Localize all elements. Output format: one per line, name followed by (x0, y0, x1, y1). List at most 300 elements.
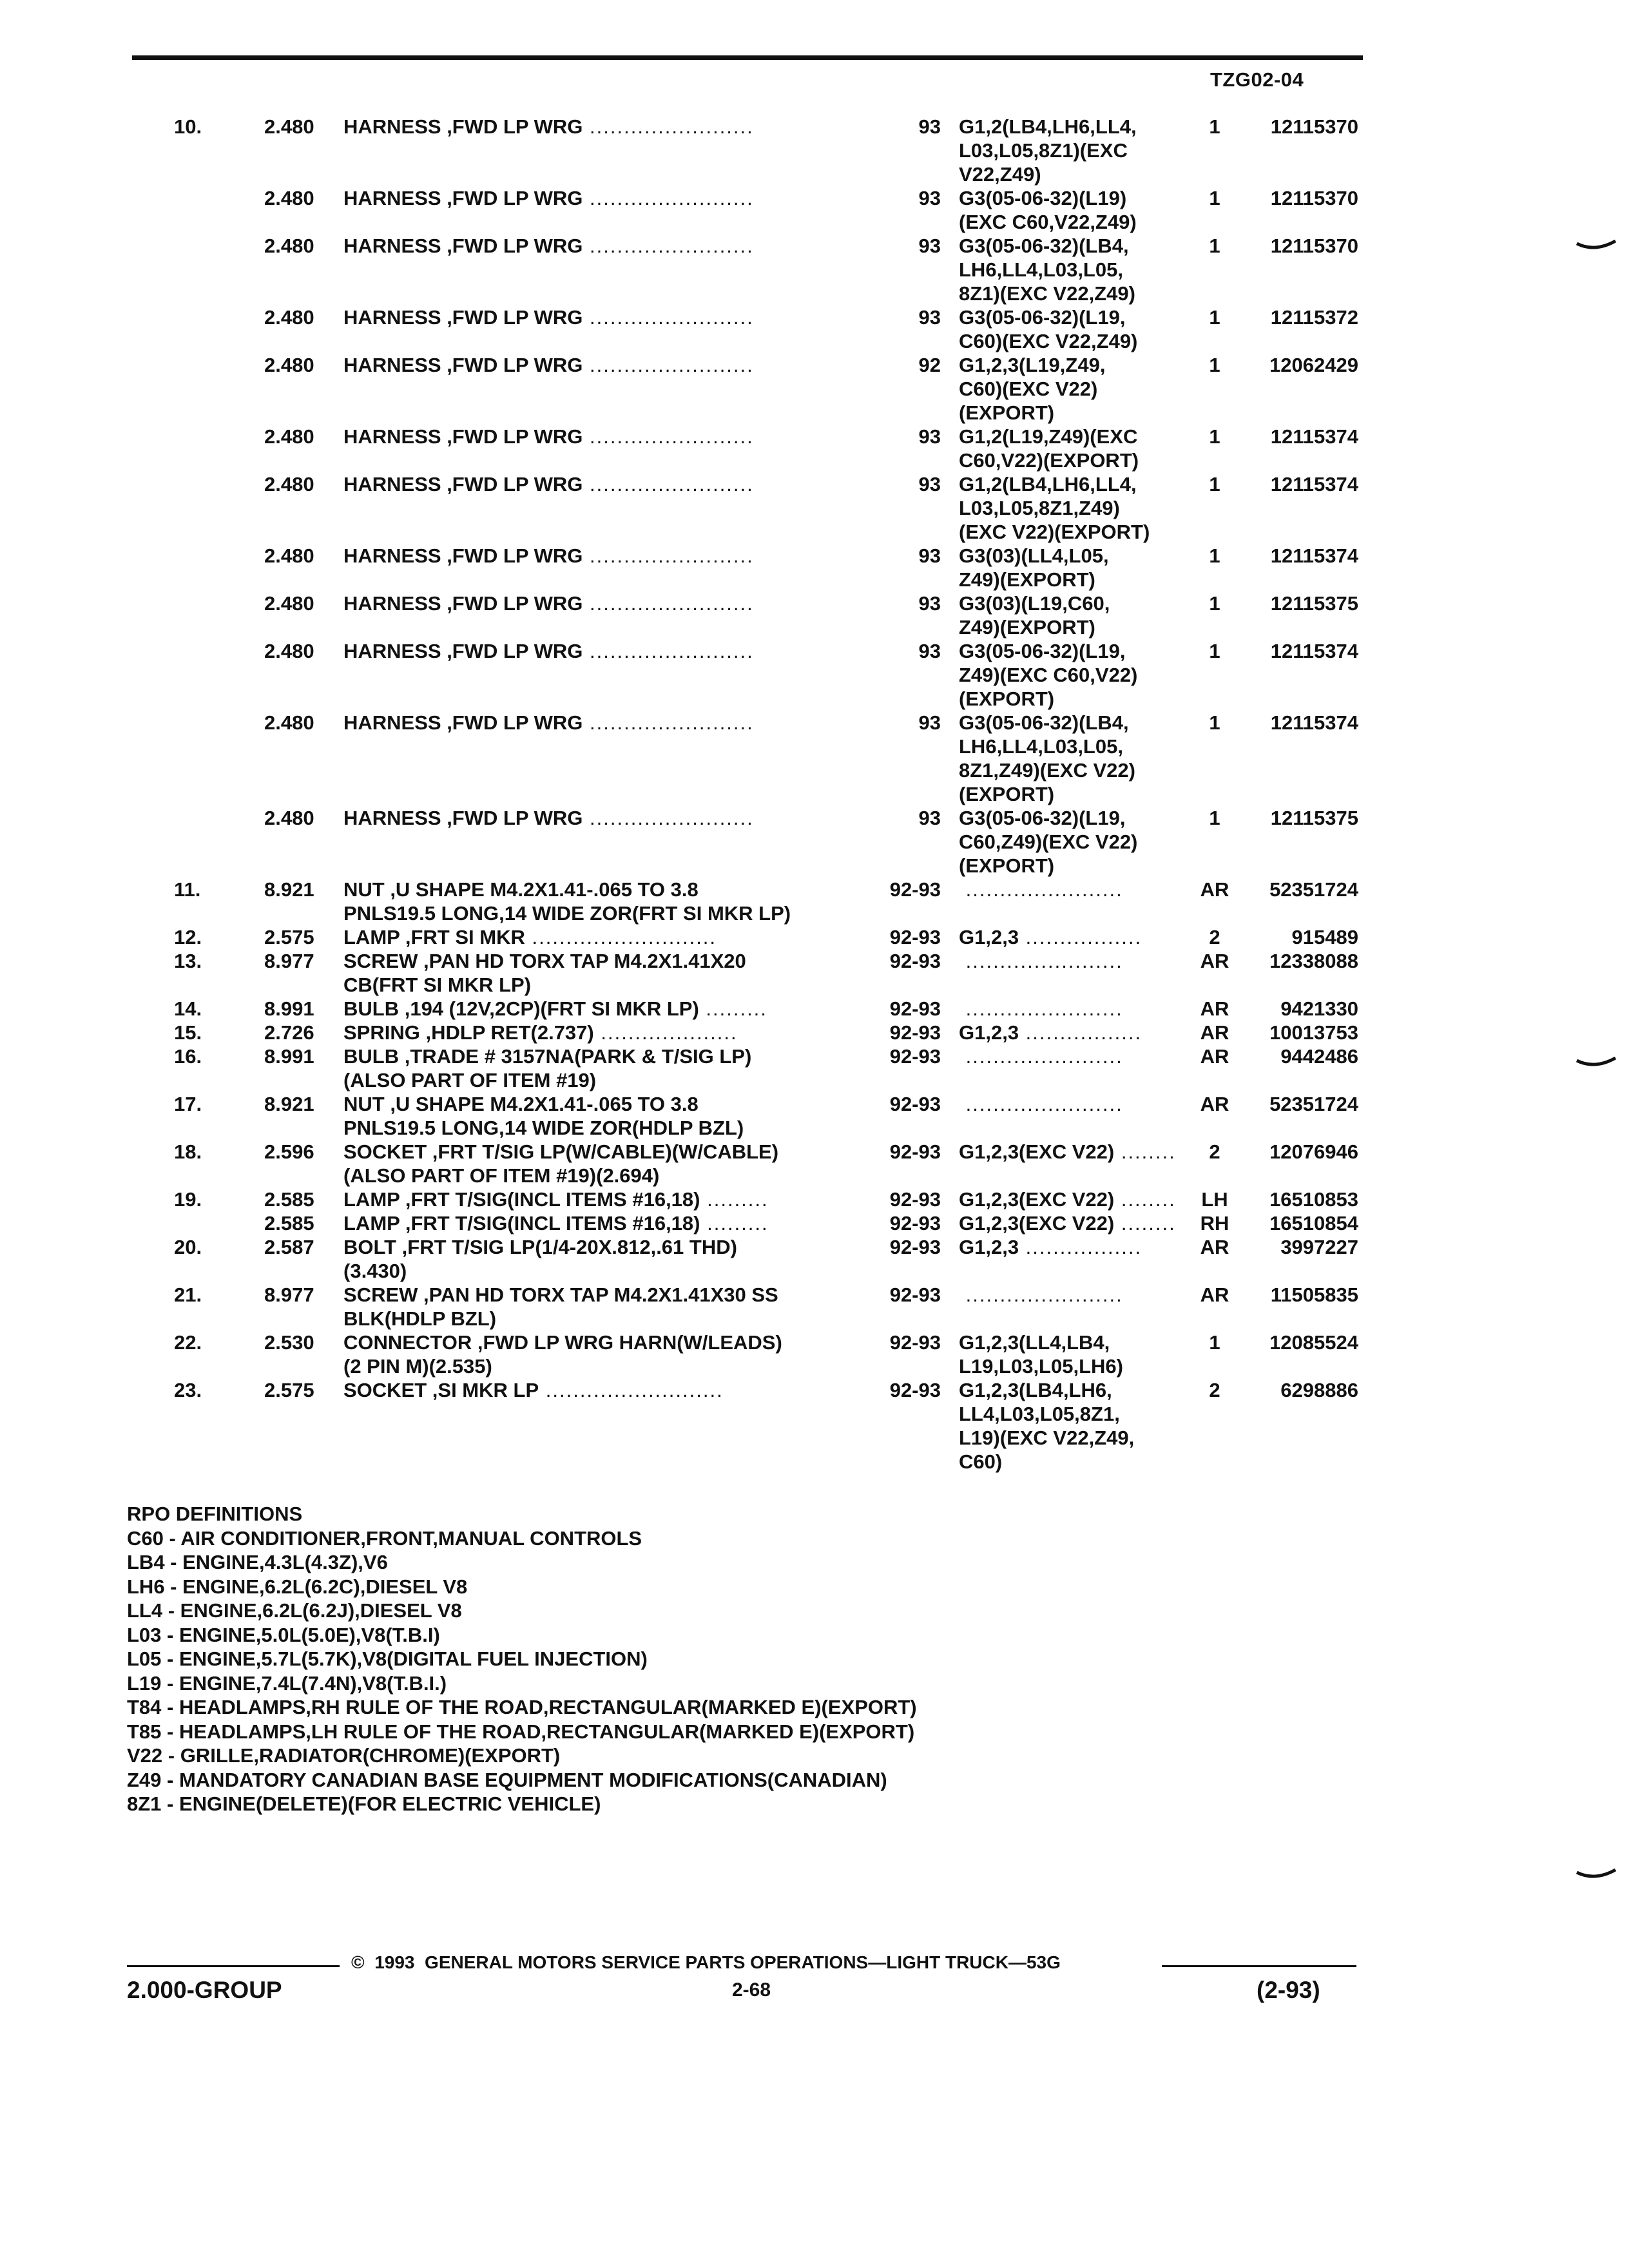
model-year (863, 305, 941, 329)
application-text: G1,2(L19,Z49)(EXC (959, 425, 1138, 448)
application (959, 568, 1197, 591)
leader-dots: ......... (700, 1212, 769, 1235)
group-number (264, 1211, 332, 1235)
application (959, 258, 1197, 282)
group-number (264, 925, 332, 949)
application-text: L03,L05,8Z1,Z49) (959, 497, 1120, 519)
leader-dots: ........ (1114, 1140, 1176, 1163)
part-number (1234, 591, 1358, 615)
part-number (1234, 1378, 1358, 1402)
group-number (264, 544, 332, 568)
model-year-text: 93 (918, 235, 941, 257)
application-text: G1,2,3 (959, 1021, 1019, 1044)
leader-dots: ........................ (583, 473, 754, 495)
description (343, 544, 872, 568)
application-text: 8Z1)(EXC V22,Z49) (959, 282, 1135, 305)
application-text: G1,2(LB4,LH6,LL4, (959, 473, 1137, 495)
item-number (174, 1331, 232, 1354)
description-text: CONNECTOR ,FWD LP WRG HARN(W/LEADS) (343, 1331, 782, 1354)
part-number (1234, 1092, 1358, 1116)
model-year (863, 949, 941, 973)
group-number (264, 949, 332, 973)
group-number-text: 2.575 (264, 1379, 314, 1401)
leader-dots: ........................ (583, 640, 754, 662)
group-number (264, 1283, 332, 1307)
part-number-text: 915489 (1291, 926, 1358, 948)
model-year (863, 1044, 941, 1068)
group-number (264, 1331, 332, 1354)
description-text: (2 PIN M)(2.535) (343, 1355, 492, 1378)
item-number (174, 1044, 232, 1068)
description (343, 1044, 872, 1068)
group-number (264, 1021, 332, 1044)
description-text: (ALSO PART OF ITEM #19)(2.694) (343, 1164, 660, 1187)
part-number (1234, 186, 1358, 210)
model-year-text: 92-93 (889, 950, 941, 972)
part-number-text: 12076946 (1269, 1140, 1358, 1163)
model-year (863, 997, 941, 1021)
leader-dots: ........................ (583, 592, 754, 615)
application-text: Z49)(EXC C60,V22) (959, 664, 1138, 686)
part-number (1234, 234, 1358, 258)
group-number-text: 2.480 (264, 115, 314, 138)
group-number-text: 2.480 (264, 187, 314, 209)
description-text: NUT ,U SHAPE M4.2X1.41-.065 TO 3.8 (343, 1093, 699, 1115)
rpo-definition: L19 - ENGINE,7.4L(7.4N),V8(T.B.I.) (127, 1671, 447, 1695)
description (343, 1354, 872, 1378)
model-year (863, 1211, 941, 1235)
leader-dots: ........................ (583, 235, 754, 257)
table-row (0, 639, 1629, 711)
model-year (863, 1378, 941, 1402)
leader-dots: ........................ (583, 544, 754, 567)
application-text: (EXC C60,V22,Z49) (959, 211, 1137, 233)
application (959, 1283, 1197, 1307)
model-year-text: 93 (918, 306, 941, 329)
leader-dots: ......... (699, 997, 767, 1020)
group-number-text: 2.480 (264, 592, 314, 615)
leader-dots: ................. (1019, 926, 1142, 948)
table-row (0, 1331, 1629, 1378)
quantity (1195, 1378, 1234, 1402)
description-text: SCREW ,PAN HD TORX TAP M4.2X1.41X30 SS (343, 1283, 778, 1306)
model-year-text: 92-93 (889, 997, 941, 1020)
item-number (174, 1140, 232, 1164)
application (959, 758, 1197, 782)
application (959, 282, 1197, 305)
application (959, 782, 1197, 806)
model-year (863, 1283, 941, 1307)
description (343, 878, 872, 901)
application (959, 1044, 1197, 1068)
rpo-definition: LL4 - ENGINE,6.2L(6.2J),DIESEL V8 (127, 1599, 462, 1622)
item-number-text: 14. (174, 997, 202, 1020)
group-number (264, 997, 332, 1021)
group-number (264, 806, 332, 830)
application (959, 401, 1197, 425)
leader-dots: ........ (1114, 1188, 1176, 1211)
leader-dots: .................... (593, 1021, 738, 1044)
part-number (1234, 639, 1358, 663)
description-text: HARNESS ,FWD LP WRG (343, 807, 583, 829)
group-number-text: 2.480 (264, 425, 314, 448)
description (343, 997, 872, 1021)
description-text: LAMP ,FRT SI MKR (343, 926, 525, 948)
application-text: LL4,L03,L05,8Z1, (959, 1403, 1120, 1425)
application (959, 1450, 1197, 1474)
model-year-text: 92-93 (889, 1379, 941, 1401)
description (343, 711, 872, 735)
part-number (1234, 1211, 1358, 1235)
application (959, 353, 1197, 377)
group-number-text: 2.480 (264, 711, 314, 734)
part-number-text: 12115375 (1270, 807, 1358, 829)
description-text: HARNESS ,FWD LP WRG (343, 592, 583, 615)
group-number-text: 2.575 (264, 926, 314, 948)
leader-dots: ........................ (583, 306, 754, 329)
application-text: G3(05-06-32)(LB4, (959, 235, 1129, 257)
description (343, 425, 872, 448)
description-text: HARNESS ,FWD LP WRG (343, 187, 583, 209)
part-number-text: 16510853 (1269, 1188, 1358, 1211)
part-number-text: 52351724 (1269, 1093, 1358, 1115)
model-year-text: 92-93 (889, 1045, 941, 1068)
application-text: G3(03)(LL4,L05, (959, 544, 1109, 567)
model-year (863, 591, 941, 615)
quantity (1195, 1211, 1234, 1235)
description (343, 1092, 872, 1116)
quantity-text: 1 (1209, 354, 1220, 376)
application-text: (EXPORT) (959, 687, 1055, 710)
table-row (0, 1283, 1629, 1331)
quantity (1195, 1331, 1234, 1354)
table-row (0, 305, 1629, 353)
application (959, 878, 1197, 901)
application (959, 615, 1197, 639)
group-number-text: 2.726 (264, 1021, 314, 1044)
item-number (174, 1021, 232, 1044)
description-text: HARNESS ,FWD LP WRG (343, 354, 583, 376)
quantity-text: 1 (1209, 807, 1220, 829)
part-number (1234, 711, 1358, 735)
top-rule (132, 55, 1363, 60)
table-row (0, 425, 1629, 472)
group-number-text: 2.480 (264, 354, 314, 376)
description-text: HARNESS ,FWD LP WRG (343, 306, 583, 329)
quantity-text: AR (1200, 1093, 1229, 1115)
description-text: HARNESS ,FWD LP WRG (343, 235, 583, 257)
description (343, 1259, 872, 1283)
quantity (1195, 353, 1234, 377)
application-text: V22,Z49) (959, 163, 1041, 186)
application-text: C60)(EXC V22,Z49) (959, 330, 1138, 352)
model-year-text: 92-93 (889, 926, 941, 948)
model-year-text: 93 (918, 592, 941, 615)
description (343, 1068, 872, 1092)
part-number (1234, 1187, 1358, 1211)
item-number-text: 12. (174, 926, 202, 948)
application (959, 115, 1197, 139)
application-text: G3(03)(L19,C60, (959, 592, 1110, 615)
application (959, 806, 1197, 830)
part-number-text: 12115370 (1270, 235, 1358, 257)
application (959, 1331, 1197, 1354)
application (959, 997, 1197, 1021)
item-number (174, 1187, 232, 1211)
table-row (0, 1092, 1629, 1140)
quantity (1195, 1283, 1234, 1307)
quantity-text: RH (1200, 1212, 1229, 1235)
description (343, 591, 872, 615)
application (959, 1021, 1197, 1044)
model-year-text: 92 (918, 354, 941, 376)
quantity-text: LH (1201, 1188, 1228, 1211)
group-number-text: 8.921 (264, 1093, 314, 1115)
rpo-definitions (127, 1502, 917, 1816)
leader-dots: ........................ (583, 354, 754, 376)
description (343, 186, 872, 210)
quantity-text: 2 (1209, 1140, 1220, 1163)
quantity (1195, 639, 1234, 663)
footer-date: (2-93) (1257, 1977, 1320, 2003)
description (343, 472, 872, 496)
model-year-text: 92-93 (889, 1188, 941, 1211)
quantity-text: 1 (1209, 473, 1220, 495)
table-row (0, 711, 1629, 806)
application (959, 329, 1197, 353)
part-number-text: 12115375 (1270, 592, 1358, 615)
quantity (1195, 1044, 1234, 1068)
model-year (863, 115, 941, 139)
group-number (264, 1092, 332, 1116)
part-number (1234, 1283, 1358, 1307)
quantity (1195, 711, 1234, 735)
quantity-text: 1 (1209, 425, 1220, 448)
part-number-text: 12115370 (1270, 115, 1358, 138)
part-number-text: 12115374 (1270, 473, 1358, 495)
quantity (1195, 1021, 1234, 1044)
quantity (1195, 997, 1234, 1021)
application-text: (EXPORT) (959, 854, 1055, 877)
quantity (1195, 305, 1234, 329)
description-text: LAMP ,FRT T/SIG(INCL ITEMS #16,18) (343, 1188, 700, 1211)
application (959, 472, 1197, 496)
application-text: G1,2,3(L19,Z49, (959, 354, 1106, 376)
part-number-text: 11505835 (1270, 1283, 1358, 1306)
application (959, 186, 1197, 210)
description-text: BULB ,TRADE # 3157NA(PARK & T/SIG LP) (343, 1045, 752, 1068)
group-number (264, 305, 332, 329)
application (959, 925, 1197, 949)
application (959, 1092, 1197, 1116)
quantity-text: 1 (1209, 544, 1220, 567)
quantity-text: 1 (1209, 235, 1220, 257)
model-year (863, 1331, 941, 1354)
description (343, 1235, 872, 1259)
application (959, 520, 1197, 544)
footer-group: 2.000-GROUP (127, 1977, 282, 2003)
model-year (863, 711, 941, 735)
quantity (1195, 878, 1234, 901)
rpo-definition: Z49 - MANDATORY CANADIAN BASE EQUIPMENT MODIFICATIONS(CANADIAN) (127, 1768, 887, 1791)
group-number-text: 2.587 (264, 1236, 314, 1258)
group-number-text: 2.585 (264, 1188, 314, 1211)
model-year (863, 1235, 941, 1259)
application-text: G1,2,3(EXC V22) (959, 1140, 1115, 1163)
group-number-text: 8.991 (264, 997, 314, 1020)
model-year (863, 425, 941, 448)
item-number-text: 22. (174, 1331, 202, 1354)
part-number (1234, 878, 1358, 901)
rpo-definition: V22 - GRILLE,RADIATOR(CHROME)(EXPORT) (127, 1744, 561, 1767)
table-row (0, 997, 1629, 1021)
application (959, 496, 1197, 520)
quantity-text: AR (1200, 997, 1229, 1020)
quantity (1195, 1140, 1234, 1164)
quantity (1195, 806, 1234, 830)
part-number-text: 3997227 (1280, 1236, 1358, 1258)
leader-dots: ........................ (583, 425, 754, 448)
application-text: (EXC V22)(EXPORT) (959, 521, 1150, 543)
description (343, 1021, 872, 1044)
rpo-definition: T85 - HEADLAMPS,LH RULE OF THE ROAD,RECTANGULAR(MARKED E)(EXPORT) (127, 1720, 915, 1743)
leader-dots: ........................ (583, 115, 754, 138)
description (343, 234, 872, 258)
margin-mark (1576, 1869, 1617, 1884)
quantity (1195, 115, 1234, 139)
description (343, 1307, 872, 1331)
part-number-text: 52351724 (1269, 878, 1358, 901)
model-year-text: 92-93 (889, 878, 941, 901)
description-text: BLK(HDLP BZL) (343, 1307, 497, 1330)
group-number-text: 8.977 (264, 1283, 314, 1306)
rpo-definition: L03 - ENGINE,5.0L(5.0E),V8(T.B.I) (127, 1623, 440, 1646)
part-number-text: 12115372 (1270, 306, 1358, 329)
application-text: G1,2,3(EXC V22) (959, 1212, 1115, 1235)
rpo-title: RPO DEFINITIONS (127, 1503, 303, 1525)
quantity-text: 1 (1209, 711, 1220, 734)
model-year (863, 806, 941, 830)
group-number-text: 2.480 (264, 544, 314, 567)
description (343, 353, 872, 377)
group-number (264, 472, 332, 496)
quantity (1195, 591, 1234, 615)
application (959, 1140, 1197, 1164)
application (959, 854, 1197, 878)
application (959, 1187, 1197, 1211)
application (959, 377, 1197, 401)
rpo-definition: C60 - AIR CONDITIONER,FRONT,MANUAL CONTROLS (127, 1526, 642, 1550)
description-text: (3.430) (343, 1260, 407, 1282)
table-row (0, 591, 1629, 639)
leader-dots: ....................... (959, 950, 1123, 972)
description-text: LAMP ,FRT T/SIG(INCL ITEMS #16,18) (343, 1212, 700, 1235)
group-number-text: 2.480 (264, 640, 314, 662)
margin-mark (1576, 240, 1617, 255)
application-text: G3(05-06-32)(L19, (959, 640, 1126, 662)
description (343, 115, 872, 139)
table-row (0, 234, 1629, 305)
application (959, 639, 1197, 663)
part-number (1234, 1021, 1358, 1044)
quantity-text: 1 (1209, 1331, 1220, 1354)
model-year-text: 92-93 (889, 1021, 941, 1044)
model-year (863, 639, 941, 663)
item-number (174, 115, 232, 139)
leader-dots: ................. (1019, 1021, 1142, 1044)
part-number-text: 12338088 (1269, 950, 1358, 972)
part-number (1234, 925, 1358, 949)
description-text: HARNESS ,FWD LP WRG (343, 115, 583, 138)
page-code: TZG02-04 (1210, 68, 1304, 91)
group-number-text: 2.480 (264, 235, 314, 257)
application (959, 139, 1197, 162)
application (959, 735, 1197, 758)
table-row (0, 949, 1629, 997)
description-text: CB(FRT SI MKR LP) (343, 974, 532, 996)
item-number-text: 11. (174, 878, 201, 901)
quantity (1195, 234, 1234, 258)
table-row (0, 1021, 1629, 1044)
rpo-definition: T84 - HEADLAMPS,RH RULE OF THE ROAD,RECTANGULAR(MARKED E)(EXPORT) (127, 1696, 917, 1718)
application (959, 663, 1197, 687)
application-text: C60,V22)(EXPORT) (959, 449, 1139, 472)
model-year-text: 93 (918, 187, 941, 209)
application-text: G1,2,3(EXC V22) (959, 1188, 1115, 1211)
quantity-text: 1 (1209, 640, 1220, 662)
quantity-text: AR (1200, 1045, 1229, 1068)
leader-dots: ........................... (525, 926, 717, 948)
table-row (0, 925, 1629, 949)
quantity (1195, 949, 1234, 973)
part-number (1234, 115, 1358, 139)
description (343, 806, 872, 830)
application-text: LH6,LL4,L03,L05, (959, 735, 1123, 758)
application (959, 425, 1197, 448)
application-text: C60,Z49)(EXC V22) (959, 831, 1138, 853)
rpo-definition: LB4 - ENGINE,4.3L(4.3Z),V6 (127, 1551, 388, 1573)
group-number (264, 425, 332, 448)
application-text: G1,2,3 (959, 1236, 1019, 1258)
application-text: L19)(EXC V22,Z49, (959, 1427, 1135, 1449)
description-text: SOCKET ,FRT T/SIG LP(W/CABLE)(W/CABLE) (343, 1140, 779, 1163)
description (343, 1116, 872, 1140)
table-row (0, 115, 1629, 186)
model-year (863, 878, 941, 901)
part-number-text: 12115374 (1270, 425, 1358, 448)
model-year (863, 1021, 941, 1044)
group-number (264, 1140, 332, 1164)
group-number-text: 2.480 (264, 473, 314, 495)
quantity-text: 1 (1209, 115, 1220, 138)
application (959, 1426, 1197, 1450)
quantity-text: AR (1200, 1021, 1229, 1044)
application (959, 1235, 1197, 1259)
table-row (0, 806, 1629, 878)
description (343, 1378, 872, 1402)
table-row (0, 1211, 1629, 1235)
group-number (264, 1378, 332, 1402)
table-row (0, 1187, 1629, 1211)
model-year-text: 93 (918, 640, 941, 662)
margin-mark (1576, 1057, 1617, 1072)
group-number (264, 711, 332, 735)
leader-dots: ......... (700, 1188, 769, 1211)
description-text: (ALSO PART OF ITEM #19) (343, 1069, 597, 1091)
description-text: SOCKET ,SI MKR LP (343, 1379, 539, 1401)
part-number-text: 6298886 (1280, 1379, 1358, 1401)
application-text: (EXPORT) (959, 783, 1055, 805)
